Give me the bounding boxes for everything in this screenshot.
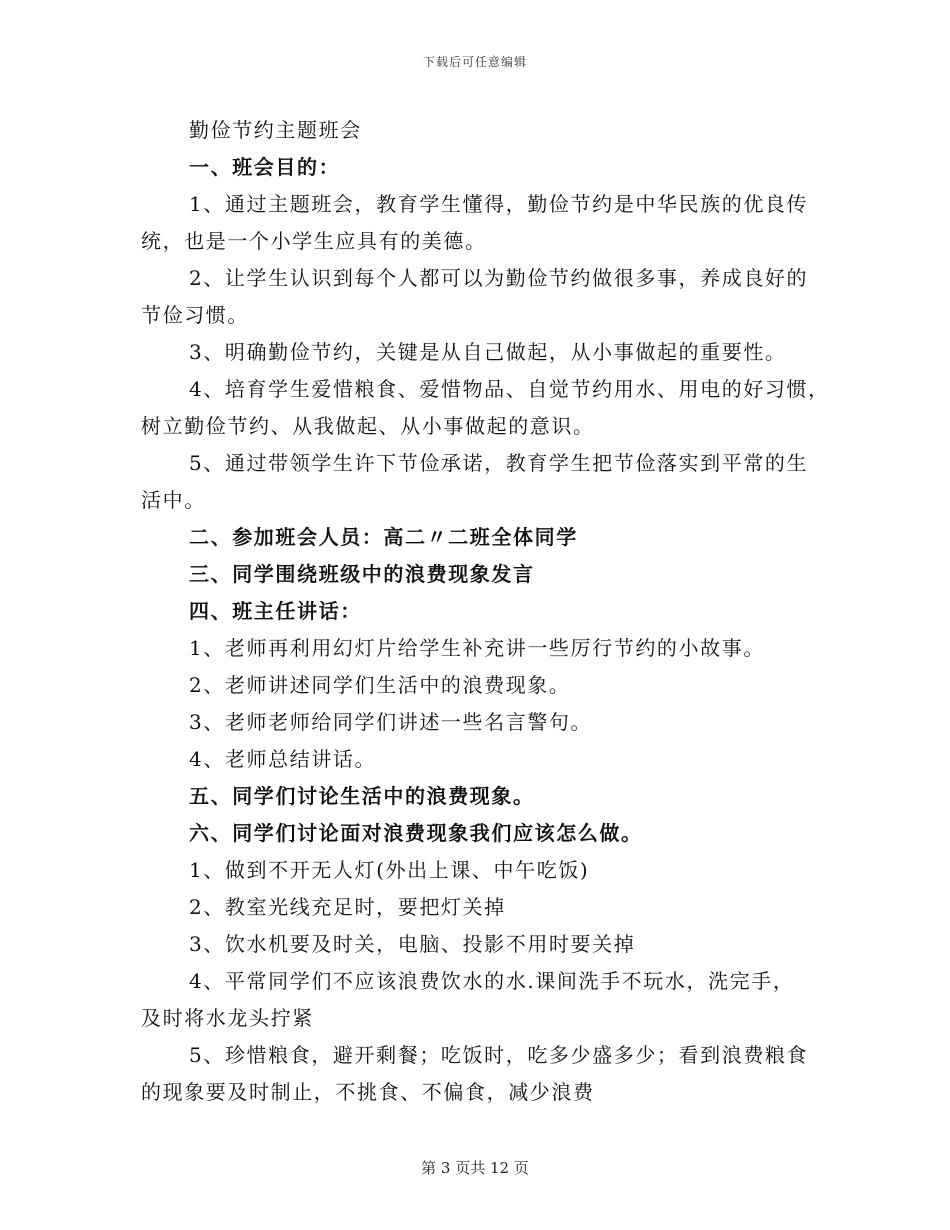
teacher-item-3: 3、老师老师给同学们讲述一些名言警句。 bbox=[189, 710, 593, 734]
section-heading-participants: 二、参加班会人员：高二〃二班全体同学 bbox=[189, 525, 578, 549]
action-item-4-line-2: 及时将水龙头拧紧 bbox=[141, 1006, 314, 1030]
page-number-footer: 第 3 页共 12 页 bbox=[421, 1159, 529, 1177]
action-item-3: 3、饮水机要及时关，电脑、投影不用时要关掉 bbox=[189, 932, 636, 956]
purpose-item-1-line-1: 1、通过主题班会，教育学生懂得，勤俭节约是中华民族的优良传 bbox=[189, 192, 809, 216]
teacher-item-1: 1、老师再利用幻灯片给学生补充讲一些厉行节约的小故事。 bbox=[189, 636, 765, 660]
purpose-item-3: 3、明确勤俭节约，关键是从自己做起，从小事做起的重要性。 bbox=[189, 340, 787, 364]
action-item-5-line-1: 5、珍惜粮食，避开剩餐；吃饭时，吃多少盛多少；看到浪费粮食 bbox=[189, 1043, 809, 1067]
teacher-item-2: 2、老师讲述同学们生活中的浪费现象。 bbox=[189, 673, 571, 697]
purpose-item-5-line-2: 活中。 bbox=[141, 488, 206, 512]
action-item-2: 2、教室光线充足时，要把灯关掉 bbox=[189, 895, 506, 919]
purpose-item-1-line-2: 统，也是一个小学生应具有的美德。 bbox=[141, 229, 487, 253]
purpose-item-4-line-1: 4、培育学生爱惜粮食、爱惜物品、自觉节约用水、用电的好习惯， bbox=[189, 377, 830, 401]
section-heading-speeches: 三、同学围绕班级中的浪费现象发言 bbox=[189, 562, 535, 586]
purpose-item-5-line-1: 5、通过带领学生许下节俭承诺，教育学生把节俭落实到平常的生 bbox=[189, 451, 809, 475]
purpose-item-4-line-2: 树立勤俭节约、从我做起、从小事做起的意识。 bbox=[141, 414, 595, 438]
section-heading-purpose: 一、班会目的： bbox=[189, 155, 341, 179]
document-title: 勤俭节约主题班会 bbox=[189, 118, 362, 142]
action-item-4-line-1: 4、平常同学们不应该浪费饮水的水.课间洗手不玩水，洗完手， bbox=[189, 969, 795, 993]
document-body bbox=[141, 112, 830, 1111]
teacher-item-4: 4、老师总结讲话。 bbox=[189, 747, 377, 771]
purpose-item-2-line-1: 2、让学生认识到每个人都可以为勤俭节约做很多事，养成良好的 bbox=[189, 266, 809, 290]
action-item-5-line-2: 的现象要及时制止，不挑食、不偏食，减少浪费 bbox=[141, 1080, 595, 1104]
section-heading-actions: 六、同学们讨论面对浪费现象我们应该怎么做。 bbox=[189, 821, 643, 845]
section-heading-teacher-talk: 四、班主任讲话： bbox=[189, 599, 362, 623]
action-item-1: 1、做到不开无人灯(外出上课、中午吃饭) bbox=[189, 858, 590, 882]
page-header-note: 下载后可任意编辑 bbox=[422, 55, 527, 69]
section-heading-discussion: 五、同学们讨论生活中的浪费现象。 bbox=[189, 784, 535, 808]
purpose-item-2-line-2: 节俭习惯。 bbox=[141, 303, 249, 327]
